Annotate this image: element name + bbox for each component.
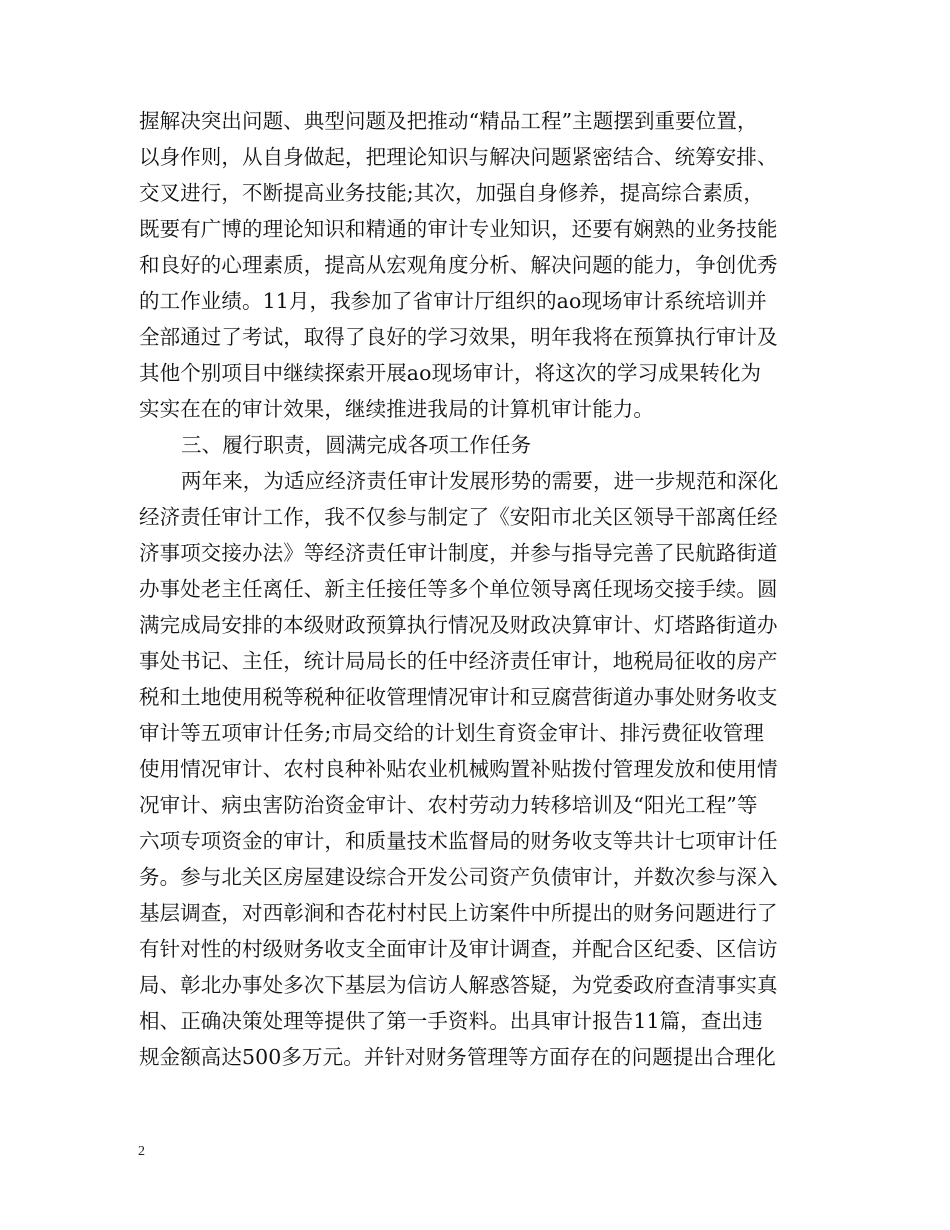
body-text-line: 六项专项资金的审计，和质量技术监督局的财务收支等共计七项审计任 (139, 829, 778, 853)
body-text-line: 握解决突出问题、典型问题及把推动“精品工程”主题摆到重要位置， (139, 109, 758, 133)
body-text-line: 交叉进行，不断提高业务技能;其次，加强自身修养，提高综合素质， (139, 181, 765, 205)
body-text-line: 规金额高达500多万元。并针对财务管理等方面存在的问题提出合理化 (139, 1045, 776, 1069)
body-text-line: 两年来，为适应经济责任审计发展形势的需要，进一步规范和深化 (181, 469, 779, 493)
body-text-line: 务。参与北关区房屋建设综合开发公司资产负债审计，并数次参与深入 (139, 865, 778, 889)
body-text-line: 基层调查，对西彰涧和杏花村村民上访案件中所提出的财务问题进行了 (139, 901, 778, 925)
body-text-line: 满完成局安排的本级财政预算执行情况及财政决算审计、灯塔路街道办 (139, 613, 778, 637)
body-text-line: 济事项交接办法》等经济责任审计制度，并参与指导完善了民航路街道 (139, 541, 778, 565)
body-text-line: 相、正确决策处理等提供了第一手资料。出具审计报告11篇，查出违 (139, 1009, 763, 1033)
body-text-line: 事处书记、主任，统计局局长的任中经济责任审计，地税局征收的房产 (139, 649, 778, 673)
body-text-line: 局、彰北办事处多次下基层为信访人解惑答疑，为党委政府查清事实真 (139, 973, 778, 997)
body-text-line: 使用情况审计、农村良种补贴农业机械购置补贴拨付管理发放和使用情 (139, 757, 778, 781)
section-heading: 三、履行职责，圆满完成各项工作任务 (181, 433, 532, 457)
body-text-line: 实实在在的审计效果，继续推进我局的计算机审计能力。 (139, 397, 654, 421)
body-text-line: 税和土地使用税等税种征收管理情况审计和豆腐营街道办事处财务收支 (139, 685, 778, 709)
body-text-line: 其他个别项目中继续探索开展ao现场审计，将这次的学习成果转化为 (139, 361, 762, 385)
body-text-line: 有针对性的村级财务收支全面审计及审计调查，并配合区纪委、区信访 (139, 937, 778, 961)
document-body (139, 103, 819, 1075)
body-text-line: 和良好的心理素质，提高从宏观角度分析、解决问题的能力，争创优秀 (139, 253, 778, 277)
body-text-line: 全部通过了考试，取得了良好的学习效果，明年我将在预算执行审计及 (139, 325, 778, 349)
body-text-line: 经济责任审计工作，我不仅参与制定了《安阳市北关区领导干部离任经 (139, 505, 778, 529)
page-number: 2 (138, 1144, 145, 1159)
body-text-line: 况审计、病虫害防治资金审计、农村劳动力转移培训及“阳光工程”等 (139, 793, 758, 817)
body-text-line: 审计等五项审计任务;市局交给的计划生育资金审计、排污费征收管理 (139, 721, 765, 745)
body-text-line: 的工作业绩。11月，我参加了省审计厅组织的ao现场审计系统培训并 (139, 289, 767, 313)
body-text-line: 以身作则，从自身做起，把理论知识与解决问题紧密结合、统筹安排、 (139, 145, 778, 169)
body-text-line: 办事处老主任离任、新主任接任等多个单位领导离任现场交接手续。圆 (139, 577, 778, 601)
body-text-line: 既要有广博的理论知识和精通的审计专业知识，还要有娴熟的业务技能 (139, 217, 778, 241)
